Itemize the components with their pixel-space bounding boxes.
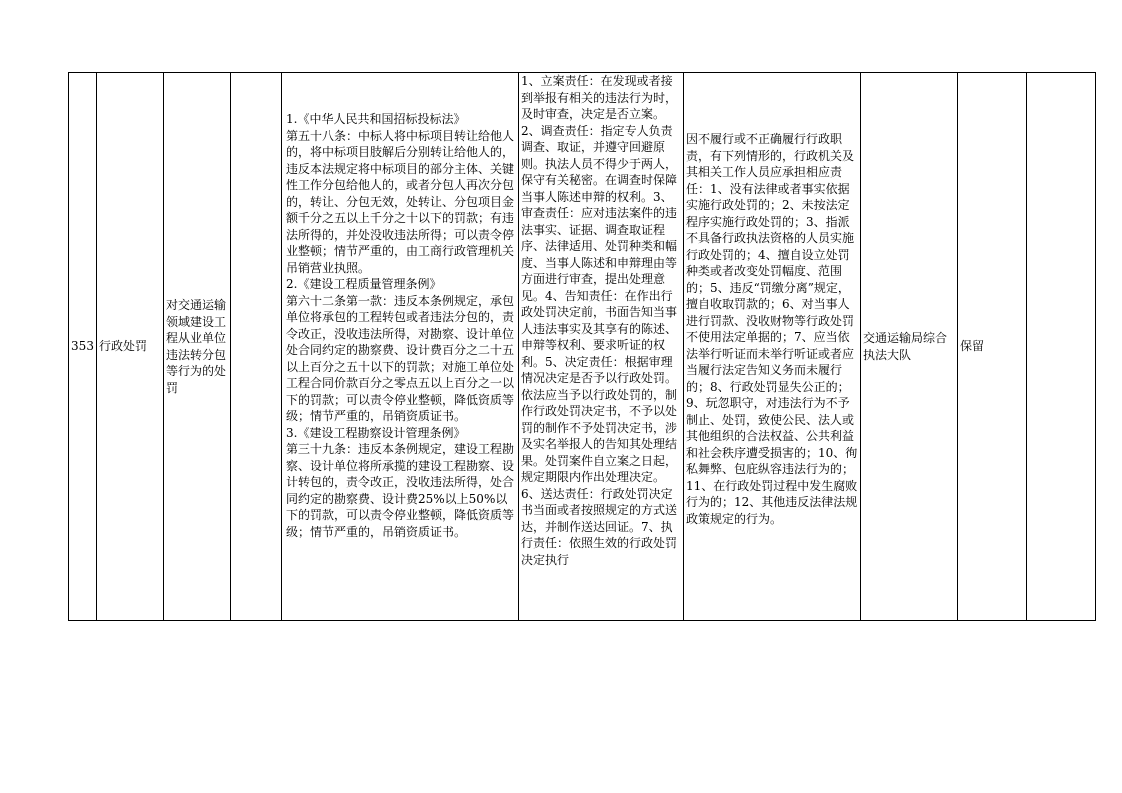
power-type: 行政处罚 <box>99 339 148 354</box>
accountability-cell <box>684 73 861 621</box>
power-list-table <box>68 72 1096 621</box>
row-number-cell <box>69 73 97 621</box>
responsibilities-text: 1、立案责任：在发现或者接到举报有相关的违法行为时，及时审查，决定是否立案。2、调查责任：指定专人负责调查、取证，并遵守回避原则。执法人员不得少于两人，保守有关秘密。在调查时保障当事人陈述申辩的权利。3、审查责任：应对违法案件的违法事实、证据、调查取证程序、法律适用、处罚种类和幅度、当事人陈述和申辩理由等方面进行审查，提出处理意见。4、告知责任：在作出行政处罚决定前，书面告知当事人违法事实及其享有的陈述、申辩等权利、要求听证的权利。5、决定责任：根据审理情况决定是否予以行政处罚。依法应当予以行政处罚的，制作行政处罚决定书，不予以处罚的制作不予处罚决定书，涉及实名举报人的告知其处理结果。处罚案件自立案之日起，规定期限内作出处理决定。 6、送达责任：行政处罚决定书当面或者按照规定的方式送达，并制作送达回证。7、执行责任：依照生效的行政处罚决定执行 <box>521 74 678 567</box>
power-type-cell <box>97 73 164 621</box>
item-name: 对交通运输领域建设工程从业单位违法转分包等行为的处罚 <box>166 298 227 395</box>
table-row <box>69 73 1096 621</box>
accountability-text: 因不履行或不正确履行行政职责，有下列情形的，行政机关及其相关工作人员应承担相应责任：1、没有法律或者事实依据实施行政处罚的；2、未按法定程序实施行政处罚的；3、指派不具备行政执法资格的人员实施行政处罚的；4、擅自设立处罚种类或者改变处罚幅度、范围的；5、违反“罚缴分离”规定，擅自收取罚款的；6、对当事人进行罚款、没收财物等行政处罚不使用法定单据的；7、应当依法举行听证而未举行听证或者应当履行法定告知义务而未履行的；8、行政处罚显失公正的；9、玩忽职守，对违法行为不予制止、处罚，致使公民、法人或其他组织的合法权益、公共利益和社会秩序遭受损害的；10、徇私舞弊、包庇纵容违法行为的；11、在行政处罚过程中发生腐败行为的；12、其他违反法律法规政策规定的行为。 <box>686 132 858 526</box>
responsibilities-cell <box>519 73 684 621</box>
sub-item-cell <box>231 73 282 621</box>
item-name-cell <box>164 73 231 621</box>
status-text: 保留 <box>960 339 985 354</box>
legal-basis-text: 1.《中华人民共和国招标投标法》 第五十八条：中标人将中标项目转让给他人的，将中标项目肢解后分别转让给他人的，违反本法规定将中标项目的部分主体、关键性工作分包给他人的，或者分包人再次分包的，转让、分包无效，处转让、分包项目金额千分之五以上千分之十以下的罚款；有违法所得的，并处没收违法所得；可以责令停业整顿；情节严重的，由工商行政管理机关吊销营业执照。 2.《建设工程质量管理条例》 第六十二条第一款：违反本条例规定，承包单位将承包的工程转包或者违法分包的，责令改正，没收违法所得，对勘察、设计单位处合同约定的勘察费、设计费百分之二十五以上百分之五十以下的罚款；对施工单位处工程合同价款百分之零点五以上百分之一以下的罚款；可以责令停业整顿，降低资质等级；情节严重的，吊销资质证书。 3.《建设工程勘察设计管理条例》 第三十九条：违反本条例规定，建设工程勘察、设计单位将所承揽的建设工程勘察、设计转包的，责令改正，没收违法所得，处合同约定的勘察费、设计费25%以上50%以下的罚款，可以责令停业整顿，降低资质等级；情节严重的，吊销资质证书。 <box>286 112 515 539</box>
implementing-agency: 交通运输局综合执法大队 <box>863 331 948 362</box>
agency-cell <box>861 73 958 621</box>
legal-basis-cell <box>282 73 519 621</box>
remarks-cell <box>1027 73 1096 621</box>
row-number: 353 <box>71 339 94 354</box>
status-cell <box>958 73 1027 621</box>
